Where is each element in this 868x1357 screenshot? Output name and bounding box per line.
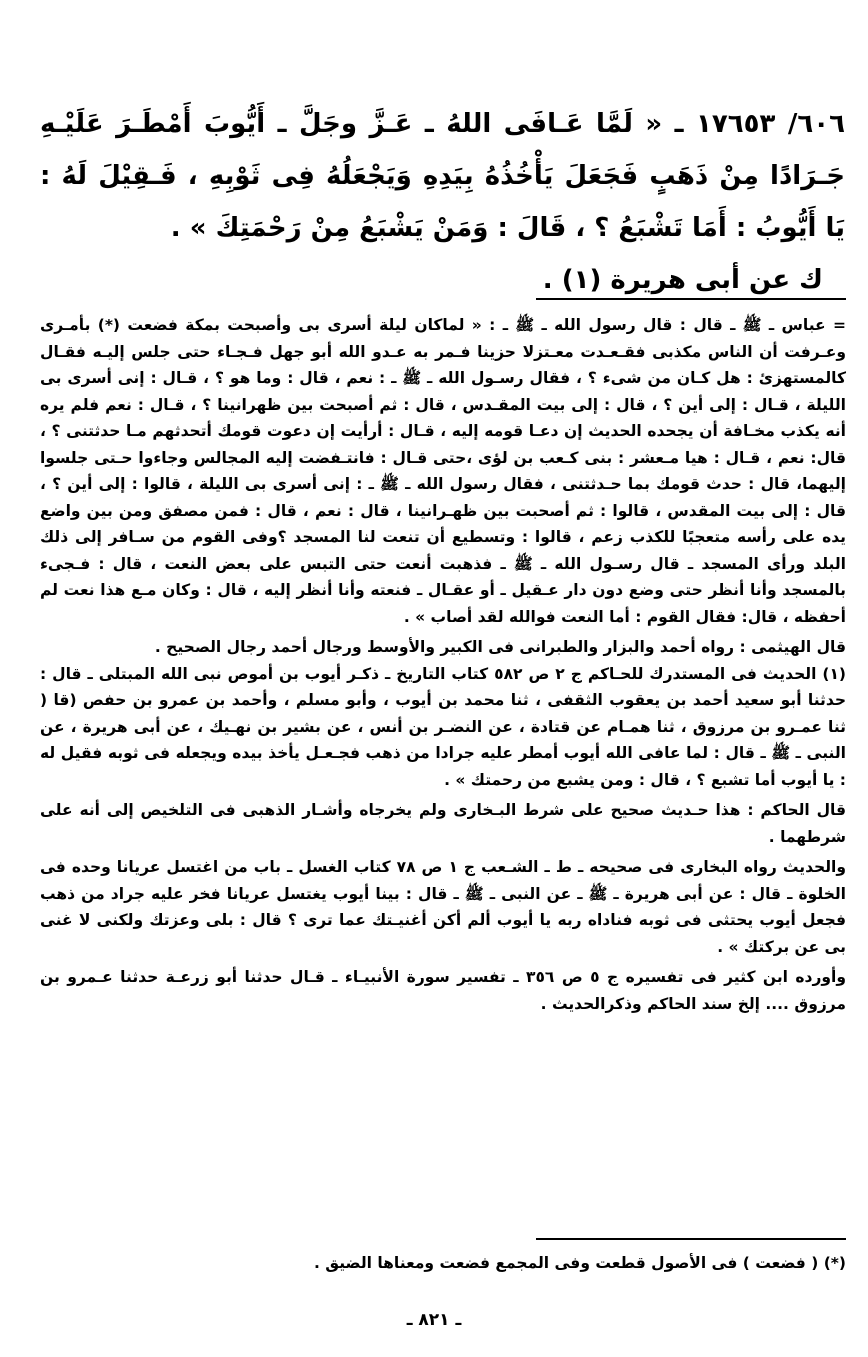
footnote-haythami: قال الهيثمى : رواه أحمد والبزار والطبرانى فى الكبير والأوسط ورجال أحمد رجال الصحيح .: [154, 638, 846, 656]
footnote-separator: [536, 298, 846, 300]
page-number: ـ ٨٢١ ـ: [406, 1310, 462, 1330]
footnote-1: (١) الحديث فى المستدرك للحـاكم ج ٢ ص ٥٨٢ كتاب التاريخ ـ ذكـر أيوب بن أموص نبى الله المبتلى ـ قال : حدثنا أبو سعيد أحمد بن يعقوب الثقفى ، ثنا محمد بن أيوب ، وأبو مسلم ، وأحمد بن عمرو بن حفص (قا ( ثنا عمـرو بن مرزوق ، ثنا همـام عن قتادة ، عن النضـر بن أنس ، عن بشير بن نهـيك ، عن أبى هريرة ، عن النبى ـ ﷺ ـ قال : لما عافى الله أيوب أمطر عليه جرادا من ذهب فجـعـل يأخذ بيده ويجعله فى ثوبه فقيل له : يا أيوب أما تشبع ؟ ، قال : ومن يشبع من رحمتك » .: [40, 664, 846, 789]
star-note-separator: [536, 1238, 846, 1240]
footnote-hakim: قال الحاكم : هذا حـديث صحيح على شرط البـخارى ولم يخرجاه وأشـار الذهبى فى التلخيص إلى أنه على شرطهما .: [40, 801, 846, 846]
footnote-bukhari: والحديث رواه البخارى فى صحيحه ـ ط ـ الشـعب ج ١ ص ٧٨ كتاب الغسل ـ باب من اغتسل عريانا وحده فى الخلوة ـ قال : عن أبى هريرة ـ ﷺ ـ عن النبى ـ ﷺ ـ قال : بينا أيوب يغتسل عريانا فخر عليه جراد من ذهب فجعل أيوب يحتثى فى ثوبه فناداه ربه يا أيوب ألم أكن أغنيـتك عما ترى ؟ قال : بلى وعزتك ولكنى لا غنى بى عن بركتك » .: [40, 858, 846, 956]
hadith-text: ٦٠٦/ ١٧٦٥٣ ـ « لَمَّا عَـافَى اللهُ ـ عَـزَّ وجَلَّ ـ أَيُّوبَ أَمْطَـرَ عَلَيْـهِ جَـرَادًا مِنْ ذَهَبٍ فَجَعَلَ يَأْخُذُهُ بِيَدِهِ وَيَجْعَلُهُ فِى ثَوْبِهِ ، فَـقِيْلَ لَهُ : يَا أَيُّوبُ : أَمَا تَشْبَعُ ؟ ، قَالَ : وَمَنْ يَشْبَعُ مِنْ رَحْمَتِكَ » .: [40, 109, 845, 243]
footnote-continuation: = عباس ـ ﷺ ـ قال : قال رسول الله ـ ﷺ ـ : « لماكان ليلة أسرى بى وأصبحت بمكة فضعت (*) بأمـرى وعـرفت أن الناس مكذبى فقـعـدت معـتزلا حزينا فـمر به عـدو الله أبو جهل فـجـاء حتى جلس إليـه فقـال كالمستهزئ : هل كـان من شىء ؟ ، فقال رسـول الله ـ ﷺ ـ : نعم ، قال : وما هو ؟ ، قـال : إنى أسرى بى الليلة ، قـال : إلى أين ؟ ، قال : إلى بيت المقـدس ، قال : ثم أصبحت بين ظهرانينا ؟ ، قـال : نعم فلم يره أنه يكذب مخـافة أن يجحده الحديث إن دعـا قومه إليه ، قـال : أرأيت إن دعوت قومك أتحدثهم مـا حدثتنى ؟ ، قال: نعم ، قـال : هيا مـعشر : بنى كـعب بن لؤى ،حتى قـال : فانتـفضت إليه المجالس وجاءوا حـتى جلسوا إليهما، قال : حدث قومك بما حـدثتنى ، فقال رسول الله ـ ﷺ ـ : إنى أسرى بى الليلة ، قالوا : إلى أين ؟ ، قال : إلى بيت المقدس ، قالوا : ثم أصحبت بين ظهـرانينا ، قال : نعم ، قال : فمن مصفق ومن بين واضع يده على رأسه متعجبًا للكذب زعم ، قالوا : وتسطيع أن تنعت لنا المسجد ؟وفى القوم من سـافر إلى ذلك البلد ورأى المسجد ـ قال رسـول الله ـ ﷺ ـ فذهبت أنعت حتى التبس على بعض النعت ، قال : فـجىء بالمسجد وأنا أنظر حتى وضع دون دار عـقيل ـ أو عقـال ـ فنعته وأنا أنظر إليه ، قال : وكان مـع هذا نعت لم أحفظه ، قال: فقال القوم : أما النعت فوالله لقد أصاب » .: [40, 316, 846, 626]
star-footnote: (*) ( فضعت ) فى الأصول قطعت وفى المجمع فضعت ومعناها الضيق .: [313, 1254, 846, 1272]
footnotes: [40, 312, 846, 1017]
hadith-source: ك عن أبى هريرة (١) .: [542, 265, 823, 295]
hadith-block: [40, 98, 845, 306]
footnote-ibn-kathir: وأورده ابن كثير فى تفسيره ج ٥ ص ٣٥٦ ـ تفسير سورة الأنبيـاء ـ قـال حدثنا أبو زرعـة حدثنا عـمرو بن مرزوق .... إلخ سند الحاكم وذكرالحديث .: [40, 968, 846, 1013]
